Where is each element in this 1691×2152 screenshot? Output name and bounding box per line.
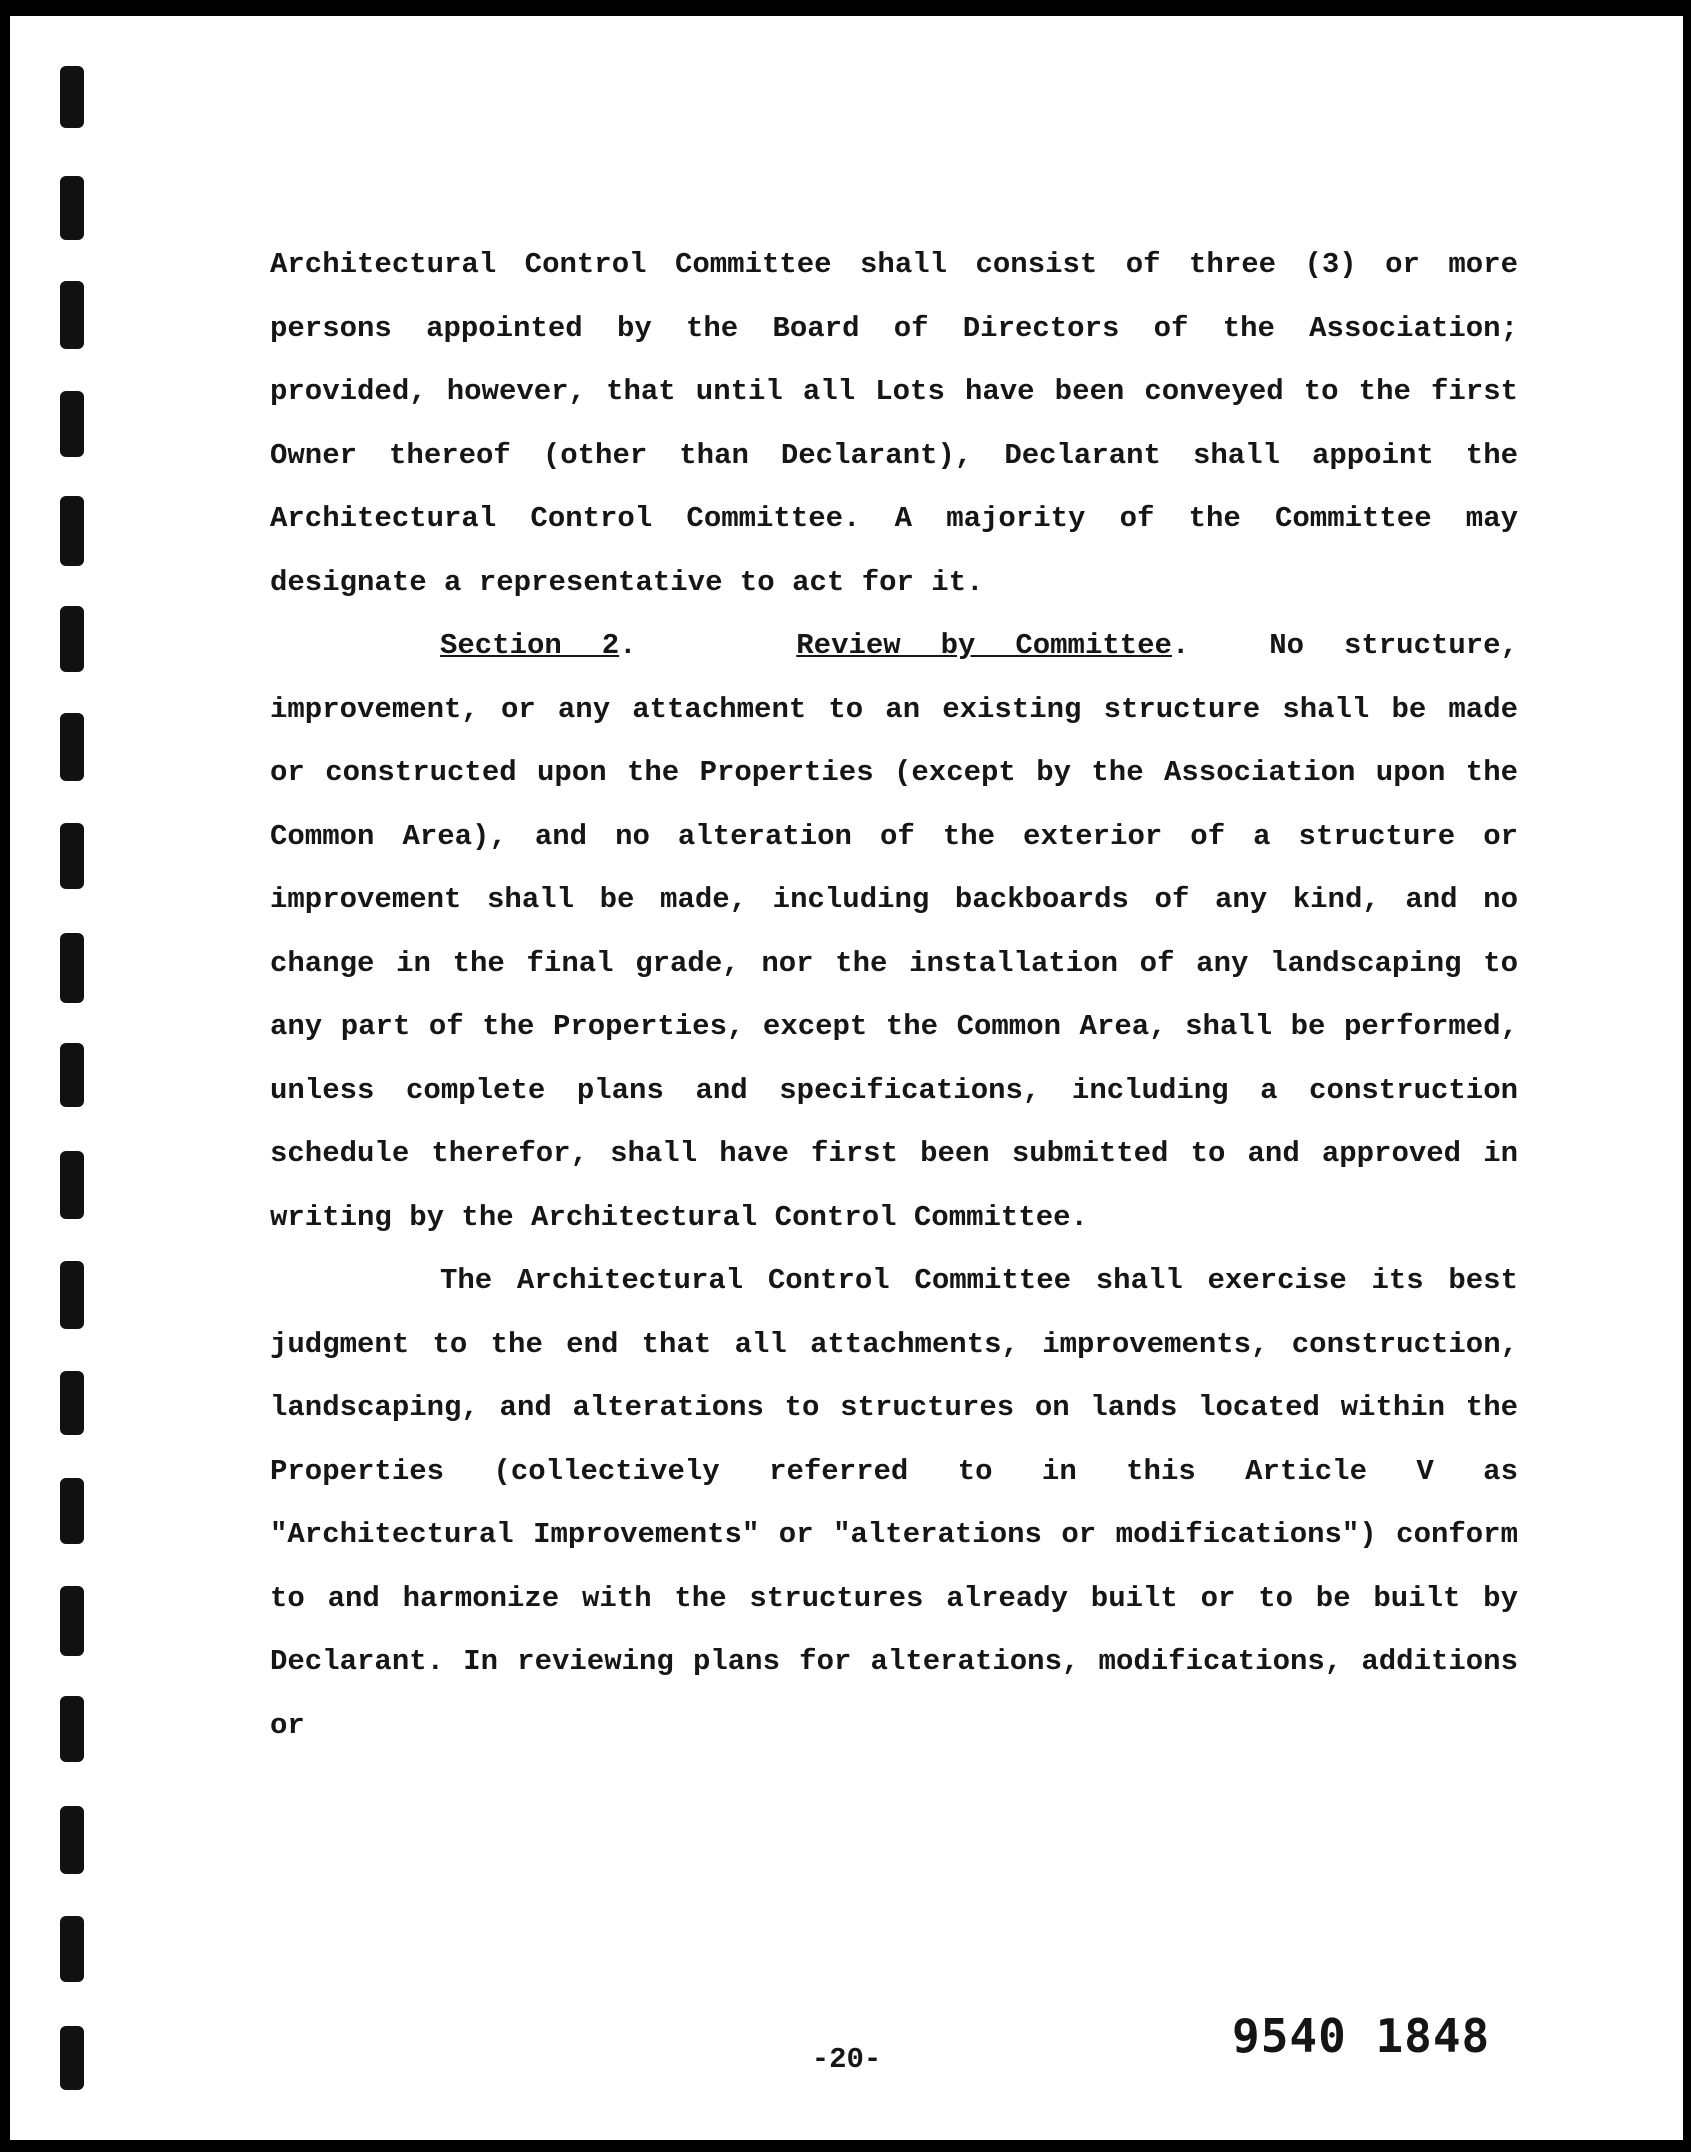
- section-label: Section 2: [440, 629, 620, 662]
- paragraph-1: Architectural Control Committee shall consist of three (3) or more persons appointed by the Board of Directors of the Association; provided, however, that until all Lots have been conveyed to the first Owner thereof (other than Declarant), Declarant shall appoint the Architectural Control Committee. A majority of the Committee may designate a representative to act for it.: [270, 248, 1518, 599]
- punch-hole: [60, 281, 84, 349]
- punch-hole: [60, 1478, 84, 1544]
- punch-hole: [60, 823, 84, 889]
- punch-hole: [60, 496, 84, 566]
- punch-hole: [60, 1586, 84, 1656]
- punch-hole: [60, 713, 84, 781]
- punch-hole: [60, 1696, 84, 1762]
- punch-hole: [60, 1043, 84, 1107]
- page-number: -20-: [811, 2043, 882, 2076]
- punch-hole: [60, 1151, 84, 1219]
- punch-hole: [60, 1916, 84, 1982]
- punch-hole: [60, 933, 84, 1003]
- paragraph-3: The Architectural Control Committee shall exercise its best judgment to the end that all attachments, improvements, construction, landscaping, and alterations to structures on lands located within the Properties (collectively referred to in this Article V as "Architectural Improvements" or "alterations or modifications") conform to and harmonize with the structures already built or to be built by Declarant. In reviewing plans for alterations, modifications, additions or: [270, 1264, 1518, 1742]
- punch-hole: [60, 1371, 84, 1435]
- document-page: [10, 16, 1683, 2140]
- section-title: Review by Committee: [796, 629, 1172, 662]
- punch-hole: [60, 1261, 84, 1329]
- body-text: [270, 233, 1518, 1757]
- punch-hole: [60, 391, 84, 457]
- punch-hole: [60, 66, 84, 128]
- punch-hole: [60, 606, 84, 672]
- punch-hole: [60, 176, 84, 240]
- section-text: No structure, improvement, or any attachment to an existing structure shall be made or constructed upon the Properties (except by the Association upon the Common Area), and no alteration of the exterior of a structure or improvement shall be made, including backboards of any kind, and no change in the final grade, nor the installation of any landscaping to any part of the Properties, except the Common Area, shall be performed, unless complete plans and specifications, including a construction schedule therefor, shall have first been submitted to and approved in writing by the Architectural Control Committee.: [270, 629, 1518, 1234]
- recording-number: 9540 1848: [1232, 2009, 1491, 2063]
- punch-hole: [60, 1806, 84, 1874]
- paragraph-2: Section 2. Review by Committee. No structure, improvement, or any attachment to an existing structure shall be made or constructed upon the Properties (except by the Association upon the Common Area), and no alteration of the exterior of a structure or improvement shall be made, including backboards of any kind, and no change in the final grade, nor the installation of any landscaping to any part of the Properties, except the Common Area, shall be performed, unless complete plans and specifications, including a construction schedule therefor, shall have first been submitted to and approved in writing by the Architectural Control Committee.: [270, 629, 1518, 1234]
